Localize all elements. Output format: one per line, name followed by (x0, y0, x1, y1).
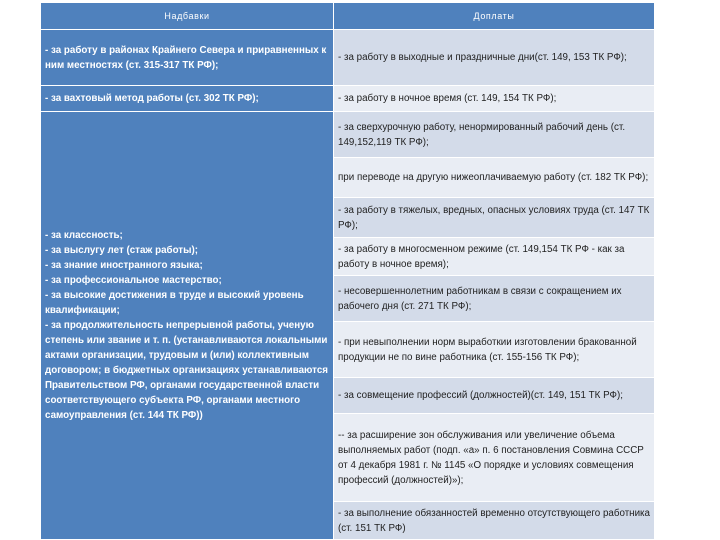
allowances-table (40, 2, 655, 540)
surcharge-cell: - за работу в многосменном режиме (ст. 149,154 ТК РФ - как за работу в ночное время); (334, 238, 655, 276)
header-row (41, 3, 655, 30)
surcharge-cell: - за работу в выходные и праздничные дни(ст. 149, 153 ТК РФ); (334, 30, 655, 86)
table-row (41, 30, 655, 86)
allowance-line: - за высокие достижения в труде и высокий уровень квалификации; (45, 290, 304, 316)
allowance-line: - за выслугу лет (стаж работы); (45, 245, 198, 256)
table-row (41, 112, 655, 158)
table-row (41, 86, 655, 112)
header-surcharges: Доплаты (334, 3, 655, 30)
surcharge-cell: - за работу в ночное время (ст. 149, 154 ТК РФ); (334, 86, 655, 112)
allowance-block-cell (41, 112, 334, 540)
surcharge-cell: -- за расширение зон обслуживания или увеличение объема выполняемых работ (подп. «а» п. 6 постановления Совмина СССР от 4 декабря 1981 г. № 1145 «О порядке и условиях совмещения профессий (должностей)»); (334, 414, 655, 502)
allowance-line: - за продолжительность непрерывной работы, ученую степень или звание и т. п. (устанавливаются локальными актами организации, трудовым и (или) коллективным договором; в бюджетных организациях устанавливаются Правительством РФ, органами государственной власти соответствующего субъекта РФ, органами местного самоуправления (ст. 144 ТК РФ)) (45, 320, 328, 421)
allowance-line: - за классность; (45, 230, 123, 241)
allowance-cell: - за вахтовый метод работы (ст. 302 ТК РФ); (41, 86, 334, 112)
surcharge-cell: при переводе на другую нижеоплачиваемую работу (ст. 182 ТК РФ); (334, 158, 655, 198)
allowance-line: - за профессиональное мастерство; (45, 275, 222, 286)
allowance-line: - за знание иностранного языка; (45, 260, 203, 271)
surcharge-cell: - за выполнение обязанностей временно отсутствующего работника (ст. 151 ТК РФ) (334, 502, 655, 540)
surcharge-cell: - несовершеннолетним работникам в связи с сокращением их рабочего дня (ст. 271 ТК РФ); (334, 276, 655, 322)
header-allowances: Надбавки (41, 3, 334, 30)
surcharge-cell: - за совмещение профессий (должностей)(ст. 149, 151 ТК РФ); (334, 378, 655, 414)
surcharge-cell: - при невыполнении норм выработкии изготовлении бракованной продукции не по вине работника (ст. 155-156 ТК РФ); (334, 322, 655, 378)
allowance-cell: - за работу в районах Крайнего Севера и приравненных к ним местностях (ст. 315-317 ТК РФ); (41, 30, 334, 86)
surcharge-cell: - за сверхурочную работу, ненормированный рабочий день (ст. 149,152,119 ТК РФ); (334, 112, 655, 158)
surcharge-cell: - за работу в тяжелых, вредных, опасных условиях труда (ст. 147 ТК РФ); (334, 198, 655, 238)
